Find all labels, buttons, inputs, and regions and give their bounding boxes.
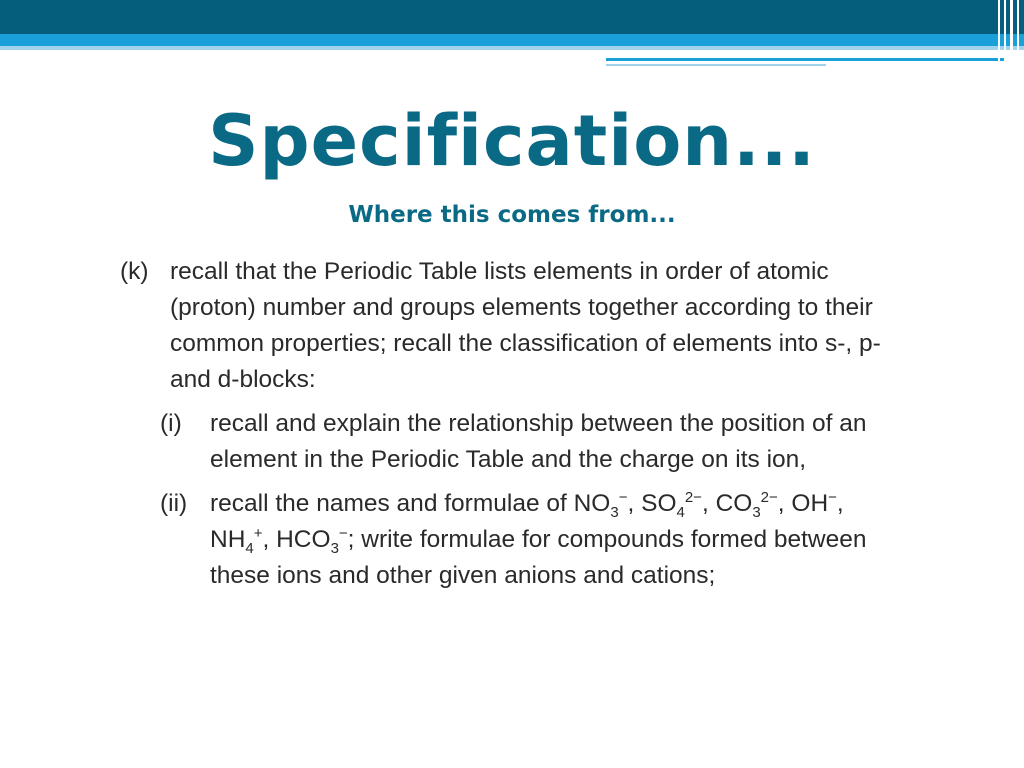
header-right-stripes — [994, 0, 1024, 70]
spec-item-label: (k) — [120, 258, 149, 285]
spec-item-text: recall and explain the relationship between the position of an element in the Periodic Table and the charge on its ion, — [210, 410, 867, 473]
header-tail-line-light — [606, 64, 826, 66]
spec-item-label: (i) — [160, 410, 182, 437]
spec-item-label: (ii) — [160, 490, 188, 517]
spec-item-k — [120, 254, 890, 398]
header-bar-mid — [0, 34, 1024, 46]
spec-item-text: recall that the Periodic Table lists elements in order of atomic (proton) number and groups elements together according to their common properties; recall the classification of elements into s-, p- and d-blocks: — [170, 258, 881, 393]
slide-subtitle: Where this comes from... — [348, 202, 676, 228]
spec-item-text: recall the names and formulae of $NO_3^-$, $SO_4^{2-}$, $CO_3^{2-}$, OH−, $NH_4^+$, $HCO_3^-$; write formulae for compounds formed between these ions and other given anions and cations; — [210, 488, 867, 589]
spec-item-ii — [120, 486, 890, 594]
header-tail-line — [606, 58, 1006, 61]
slide-title: Specification... — [208, 100, 816, 182]
header-bar-dark — [0, 0, 1024, 34]
spec-item-i — [120, 406, 890, 478]
header-white-stripe — [826, 54, 948, 56]
specification-text — [120, 254, 890, 594]
